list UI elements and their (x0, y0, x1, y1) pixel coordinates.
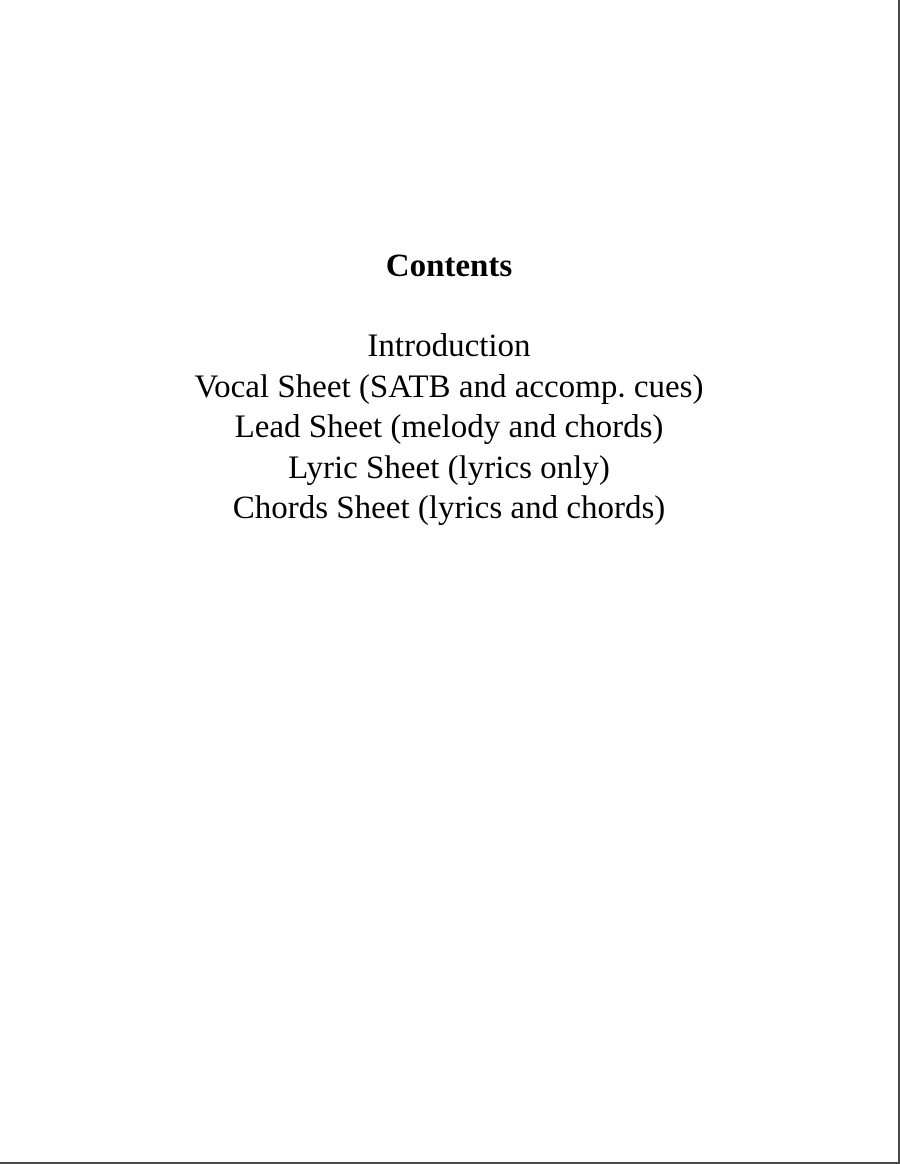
contents-list (0, 326, 898, 529)
contents-item-lyric-sheet: Lyric Sheet (lyrics only) (288, 449, 610, 486)
contents-section (0, 246, 898, 529)
contents-item-lead-sheet: Lead Sheet (melody and chords) (234, 409, 664, 445)
contents-item-chords-sheet: Chords Sheet (lyrics and chords) (232, 490, 666, 526)
contents-heading: Contents (385, 248, 513, 284)
contents-item-introduction: Introduction (367, 328, 531, 364)
contents-item-vocal-sheet: Vocal Sheet (SATB and accomp. cues) (194, 368, 704, 405)
